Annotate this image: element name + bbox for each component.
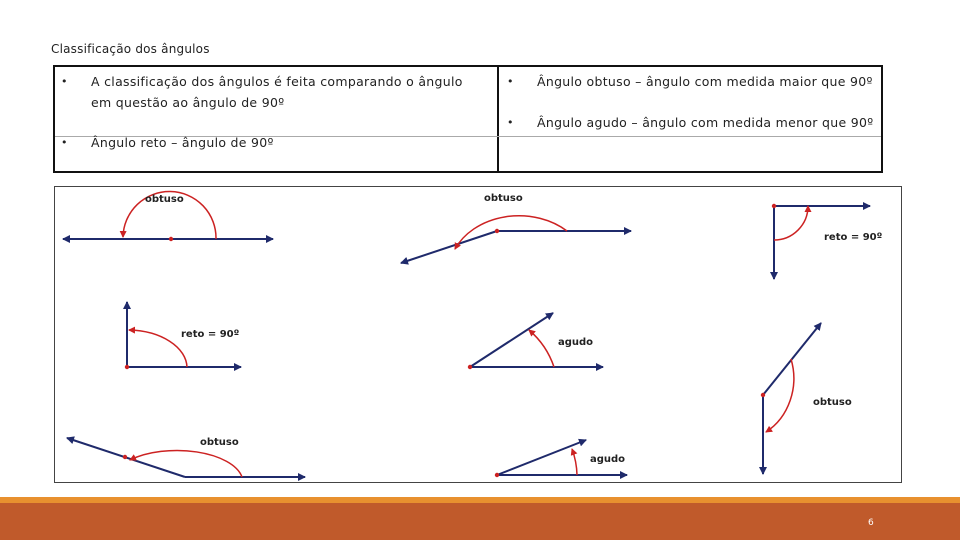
bullet-right-angle xyxy=(61,132,486,153)
bullet-text: Ângulo obtuso – ângulo com medida maior que 90º xyxy=(537,74,873,89)
angle-diagram-obtuse-3 xyxy=(761,323,852,474)
ray xyxy=(470,313,553,367)
arc xyxy=(572,449,577,475)
angle-diagram-obtuse-2 xyxy=(401,193,631,263)
angle-diagram-acute-2 xyxy=(495,440,627,477)
label-obtuso: obtuso xyxy=(813,397,852,408)
arc xyxy=(129,330,187,367)
ray xyxy=(401,231,497,263)
label-reto: reto = 90º xyxy=(824,232,883,243)
bullet-text: A classificação dos ângulos é feita comparando o ângulo em questão ao ângulo de 90º xyxy=(91,74,463,110)
arc xyxy=(455,216,567,249)
arc xyxy=(766,359,794,432)
label-obtuso: obtuso xyxy=(145,194,184,205)
label-agudo: agudo xyxy=(590,454,626,465)
footer-band xyxy=(0,503,960,540)
bullet-dot-icon: • xyxy=(507,75,514,88)
angle-diagram-right-2 xyxy=(125,302,241,369)
angle-diagram-right-1 xyxy=(772,204,883,279)
angle-diagram-acute-1 xyxy=(468,313,603,369)
bullet-dot-icon: • xyxy=(61,75,68,88)
vertex xyxy=(495,229,499,233)
vertex xyxy=(761,393,765,397)
bullet-dot-icon: • xyxy=(507,116,514,129)
vertex xyxy=(495,473,499,477)
angles-figure xyxy=(54,186,902,483)
ray xyxy=(763,323,821,395)
slide-title: Classificação dos ângulos xyxy=(51,42,210,56)
vertex xyxy=(772,204,776,208)
label-obtuso: obtuso xyxy=(484,193,523,204)
page-number: 6 xyxy=(868,518,874,528)
angle-diagram-obtuse-4 xyxy=(67,437,305,477)
angles-diagram xyxy=(55,187,903,484)
column-divider xyxy=(497,67,499,171)
vertex xyxy=(125,365,129,369)
angle-diagram-obtuse-1 xyxy=(63,191,273,241)
label-agudo: agudo xyxy=(558,337,594,348)
vertex xyxy=(123,455,127,459)
label-reto: reto = 90º xyxy=(181,329,240,340)
ray xyxy=(497,440,586,475)
vertex xyxy=(468,365,472,369)
arc xyxy=(774,206,808,240)
label-obtuso: obtuso xyxy=(200,437,239,448)
vertex xyxy=(169,237,173,241)
arc xyxy=(529,330,554,367)
bullet-dot-icon: • xyxy=(61,136,68,149)
bullet-obtuse-angle xyxy=(507,71,877,92)
bullet-text: Ângulo agudo – ângulo com medida menor que 90º xyxy=(537,115,874,130)
text-table xyxy=(53,65,883,173)
bullet-acute-angle xyxy=(507,112,877,133)
bullet-classification xyxy=(61,71,486,113)
bullet-text: Ângulo reto – ângulo de 90º xyxy=(91,135,274,150)
